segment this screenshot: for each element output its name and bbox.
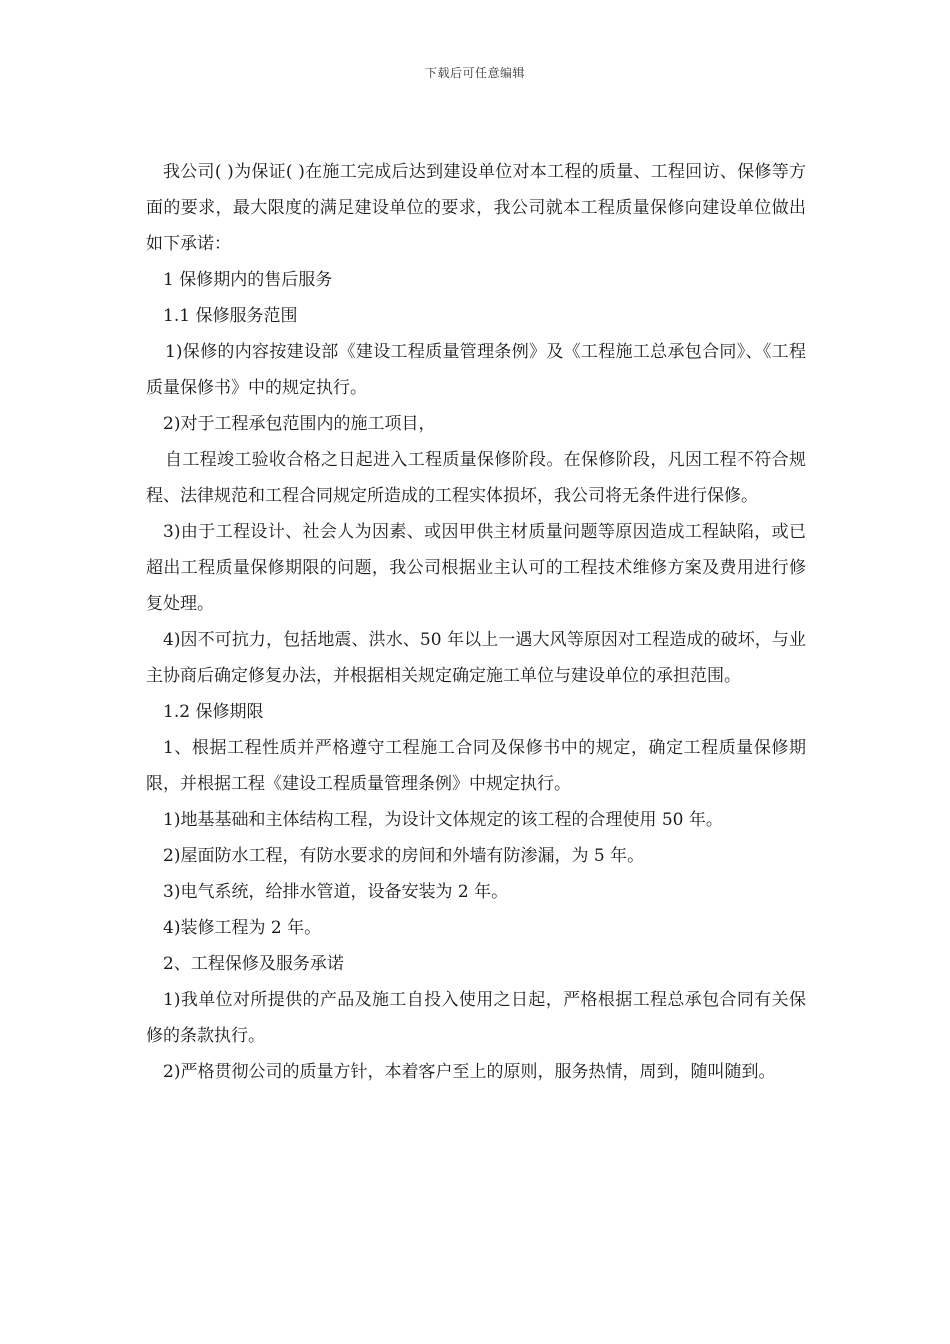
- document-body: [146, 154, 806, 1090]
- body-paragraph: 2)对于工程承包范围内的施工项目，: [163, 414, 436, 434]
- body-paragraph: 1)我单位对所提供的产品及施工自投入使用之日起，严格根据工程总承包合同有关保修的条款执行。: [146, 990, 806, 1046]
- subsection-heading: 1.1 保修服务范围: [163, 306, 298, 326]
- body-paragraph: 自工程竣工验收合格之日起进入工程质量保修阶段。在保修阶段，凡因工程不符合规程、法律规范和工程合同规定所造成的工程实体损坏，我公司将无条件进行保修。: [146, 450, 806, 506]
- list-item: 2)屋面防水工程，有防水要求的房间和外墙有防渗漏，为 5 年。: [163, 846, 645, 866]
- body-paragraph: 4)因不可抗力，包括地震、洪水、50 年以上一遇大风等原因对工程造成的破坏，与业主协商后确定修复办法，并根据相关规定确定施工单位与建设单位的承担范围。: [146, 630, 806, 686]
- body-paragraph: 2)严格贯彻公司的质量方针，本着客户至上的原则，服务热情，周到，随叫随到。: [163, 1062, 776, 1082]
- page-header: 下载后可任意编辑: [424, 66, 525, 80]
- subsection-heading: 1.2 保修期限: [163, 702, 264, 722]
- body-paragraph: 1)保修的内容按建设部《建设工程质量管理条例》及《工程施工总承包合同》、《工程质量保修书》中的规定执行。: [146, 342, 806, 398]
- list-item: 3)电气系统，给排水管道，设备安装为 2 年。: [163, 882, 509, 902]
- list-item: 1)地基基础和主体结构工程，为设计文体规定的该工程的合理使用 50 年。: [163, 810, 723, 830]
- section-heading: 1 保修期内的售后服务: [163, 270, 333, 290]
- intro-paragraph: 我公司( )为保证( )在施工完成后达到建设单位对本工程的质量、工程回访、保修等方面的要求，最大限度的满足建设单位的要求，我公司就本工程质量保修向建设单位做出如下承诺：: [146, 162, 806, 254]
- list-item: 4)装修工程为 2 年。: [163, 918, 322, 938]
- body-paragraph: 3)由于工程设计、社会人为因素、或因甲供主材质量问题等原因造成工程缺陷，或已超出工程质量保修期限的问题，我公司根据业主认可的工程技术维修方案及费用进行修复处理。: [146, 522, 806, 614]
- section-heading: 2、工程保修及服务承诺: [163, 954, 344, 974]
- body-paragraph: 1、根据工程性质并严格遵守工程施工合同及保修书中的规定，确定工程质量保修期限，并根据工程《建设工程质量管理条例》中规定执行。: [146, 738, 806, 794]
